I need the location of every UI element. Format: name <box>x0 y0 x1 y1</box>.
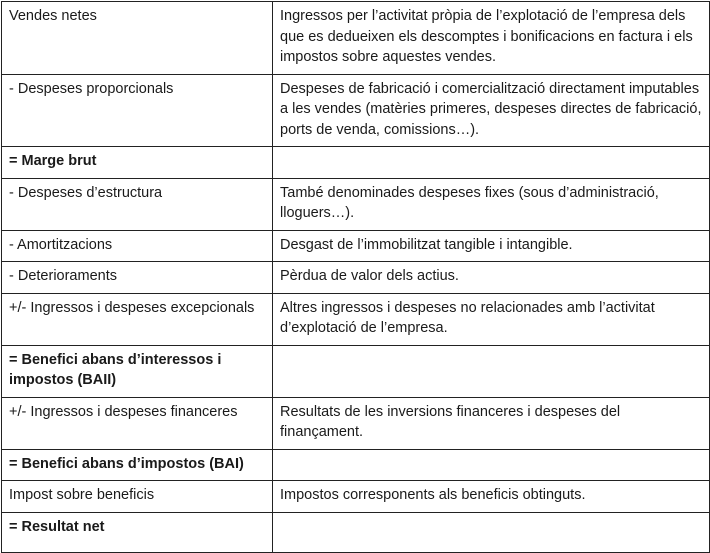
table-row <box>2 230 710 262</box>
table-row <box>2 512 710 552</box>
table-row <box>2 293 710 345</box>
table-row <box>2 147 710 179</box>
table-row <box>2 2 710 75</box>
description-cell: Desgast de l’immobilitzat tangible i intangible. <box>273 230 710 262</box>
table-row <box>2 345 710 397</box>
description-cell: Altres ingressos i despeses no relacionades amb l’activitat d’explotació de l’empresa. <box>273 293 710 345</box>
concept-cell: +/- Ingressos i despeses financeres <box>2 397 273 449</box>
concept-cell: - Amortitzacions <box>2 230 273 262</box>
description-cell: Resultats de les inversions financeres i despeses del finançament. <box>273 397 710 449</box>
concept-cell: - Despeses d’estructura <box>2 178 273 230</box>
concept-cell: = Benefici abans d’impostos (BAI) <box>2 449 273 481</box>
concept-cell: Vendes netes <box>2 2 273 75</box>
concept-cell: = Marge brut <box>2 147 273 179</box>
description-cell: També denominades despeses fixes (sous d’administració, lloguers…). <box>273 178 710 230</box>
concept-cell: +/- Ingressos i despeses excepcionals <box>2 293 273 345</box>
concept-cell: Impost sobre beneficis <box>2 481 273 513</box>
concept-cell: = Benefici abans d’interessos i impostos (BAII) <box>2 345 273 397</box>
concept-cell: = Resultat net <box>2 512 273 552</box>
table-row <box>2 262 710 294</box>
description-cell: Pèrdua de valor dels actius. <box>273 262 710 294</box>
description-cell <box>273 345 710 397</box>
description-cell <box>273 449 710 481</box>
table-row <box>2 481 710 513</box>
table-row <box>2 397 710 449</box>
description-cell: Impostos corresponents als beneficis obtinguts. <box>273 481 710 513</box>
table-row <box>2 178 710 230</box>
concept-cell: - Deterioraments <box>2 262 273 294</box>
table-row <box>2 74 710 147</box>
concept-cell: - Despeses proporcionals <box>2 74 273 147</box>
income-statement-table <box>1 1 710 553</box>
description-cell: Despeses de fabricació i comercialització directament imputables a les vendes (matèries primeres, despeses directes de fabricació, ports de venda, comissions…). <box>273 74 710 147</box>
description-cell: Ingressos per l’activitat pròpia de l’explotació de l’empresa dels que es dedueixen els descomptes i bonificacions en factura i els impostos sobre aquestes vendes. <box>273 2 710 75</box>
description-cell <box>273 147 710 179</box>
table-row <box>2 449 710 481</box>
description-cell <box>273 512 710 552</box>
